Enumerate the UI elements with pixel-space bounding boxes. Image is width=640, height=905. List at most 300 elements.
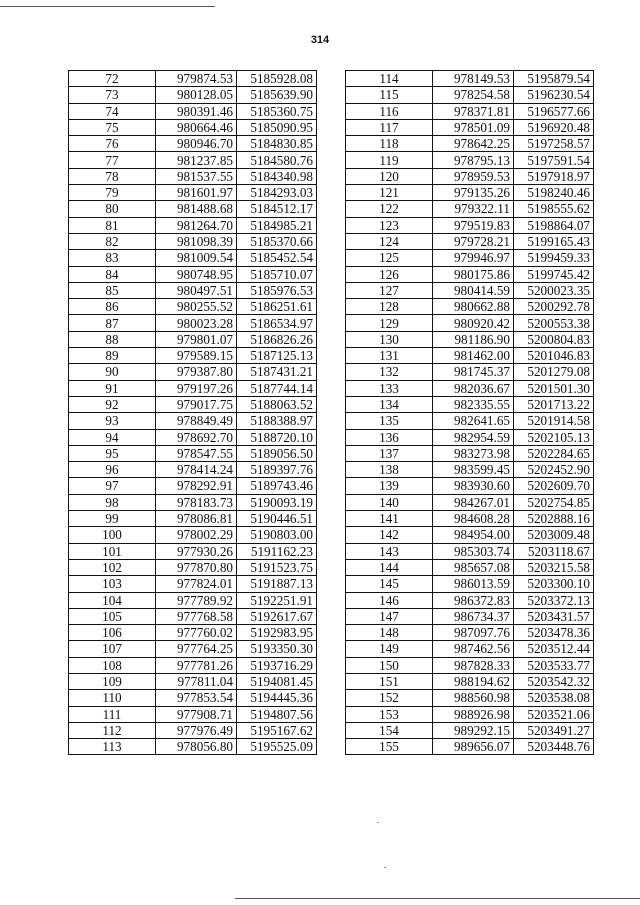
table-row [346, 348, 594, 364]
table-row [346, 233, 594, 249]
table-row [69, 87, 317, 103]
table-row [69, 71, 317, 87]
y-coordinate-cell: 5197591.54 [514, 152, 594, 168]
point-number-cell: 135 [346, 413, 433, 429]
point-number-cell: 120 [346, 168, 433, 184]
y-coordinate-cell: 5184512.17 [237, 201, 317, 217]
x-coordinate-cell: 977768.58 [156, 608, 237, 624]
point-number-cell: 141 [346, 511, 433, 527]
table-row [346, 559, 594, 575]
x-coordinate-cell: 978183.73 [156, 494, 237, 510]
y-coordinate-cell: 5200804.83 [514, 331, 594, 347]
x-coordinate-cell: 978254.58 [433, 87, 514, 103]
point-number-cell: 129 [346, 315, 433, 331]
x-coordinate-cell: 982641.65 [433, 413, 514, 429]
point-number-cell: 82 [69, 233, 156, 249]
x-coordinate-cell: 978292.91 [156, 478, 237, 494]
x-coordinate-cell: 986734.37 [433, 608, 514, 624]
point-number-cell: 134 [346, 396, 433, 412]
y-coordinate-cell: 5201713.22 [514, 396, 594, 412]
y-coordinate-cell: 5202888.16 [514, 511, 594, 527]
y-coordinate-cell: 5193350.30 [237, 641, 317, 657]
x-coordinate-cell: 978414.24 [156, 462, 237, 478]
x-coordinate-cell: 981745.37 [433, 364, 514, 380]
table-row [69, 299, 317, 315]
table-row [69, 185, 317, 201]
x-coordinate-cell: 984608.28 [433, 511, 514, 527]
y-coordinate-cell: 5203215.58 [514, 559, 594, 575]
x-coordinate-cell: 980946.70 [156, 136, 237, 152]
table-row [346, 185, 594, 201]
x-coordinate-cell: 983930.60 [433, 478, 514, 494]
y-coordinate-cell: 5192617.67 [237, 608, 317, 624]
x-coordinate-cell: 981601.97 [156, 185, 237, 201]
point-number-cell: 86 [69, 299, 156, 315]
y-coordinate-cell: 5203300.10 [514, 576, 594, 592]
y-coordinate-cell: 5191887.13 [237, 576, 317, 592]
point-number-cell: 110 [69, 690, 156, 706]
point-number-cell: 119 [346, 152, 433, 168]
point-number-cell: 154 [346, 722, 433, 738]
point-number-cell: 144 [346, 559, 433, 575]
point-number-cell: 91 [69, 380, 156, 396]
point-number-cell: 138 [346, 462, 433, 478]
y-coordinate-cell: 5185976.53 [237, 282, 317, 298]
y-coordinate-cell: 5196577.66 [514, 103, 594, 119]
table-row [69, 673, 317, 689]
table-row [69, 250, 317, 266]
table-row [346, 706, 594, 722]
y-coordinate-cell: 5201279.08 [514, 364, 594, 380]
point-number-cell: 127 [346, 282, 433, 298]
point-number-cell: 98 [69, 494, 156, 510]
table-row [69, 543, 317, 559]
point-number-cell: 140 [346, 494, 433, 510]
table-row [69, 576, 317, 592]
point-number-cell: 133 [346, 380, 433, 396]
table-row [69, 282, 317, 298]
point-number-cell: 90 [69, 364, 156, 380]
y-coordinate-cell: 5203542.32 [514, 673, 594, 689]
point-number-cell: 122 [346, 201, 433, 217]
x-coordinate-cell: 982036.67 [433, 380, 514, 396]
x-coordinate-cell: 985303.74 [433, 543, 514, 559]
x-coordinate-cell: 977976.49 [156, 722, 237, 738]
x-coordinate-cell: 978002.29 [156, 527, 237, 543]
y-coordinate-cell: 5184293.03 [237, 185, 317, 201]
table-row [346, 462, 594, 478]
y-coordinate-cell: 5185710.07 [237, 266, 317, 282]
point-number-cell: 105 [69, 608, 156, 624]
y-coordinate-cell: 5202105.13 [514, 429, 594, 445]
table-row [346, 625, 594, 641]
y-coordinate-cell: 5197258.57 [514, 136, 594, 152]
y-coordinate-cell: 5200553.38 [514, 315, 594, 331]
table-row [69, 364, 317, 380]
table-row [69, 217, 317, 233]
y-coordinate-cell: 5185452.54 [237, 250, 317, 266]
x-coordinate-cell: 980748.95 [156, 266, 237, 282]
point-number-cell: 147 [346, 608, 433, 624]
table-row [69, 136, 317, 152]
table-row [346, 299, 594, 315]
point-number-cell: 88 [69, 331, 156, 347]
table-row [346, 331, 594, 347]
point-number-cell: 117 [346, 119, 433, 135]
x-coordinate-cell: 987828.33 [433, 657, 514, 673]
y-coordinate-cell: 5190093.19 [237, 494, 317, 510]
point-number-cell: 77 [69, 152, 156, 168]
table-row [346, 722, 594, 738]
table-row [346, 380, 594, 396]
point-number-cell: 153 [346, 706, 433, 722]
point-number-cell: 100 [69, 527, 156, 543]
x-coordinate-cell: 989292.15 [433, 722, 514, 738]
table-row [69, 739, 317, 755]
y-coordinate-cell: 5203538.08 [514, 690, 594, 706]
y-coordinate-cell: 5203491.27 [514, 722, 594, 738]
point-number-cell: 95 [69, 445, 156, 461]
x-coordinate-cell: 988926.98 [433, 706, 514, 722]
x-coordinate-cell: 978795.13 [433, 152, 514, 168]
y-coordinate-cell: 5189743.46 [237, 478, 317, 494]
x-coordinate-cell: 979728.21 [433, 233, 514, 249]
point-number-cell: 103 [69, 576, 156, 592]
table-row [346, 478, 594, 494]
x-coordinate-cell: 978642.25 [433, 136, 514, 152]
x-coordinate-cell: 981264.70 [156, 217, 237, 233]
y-coordinate-cell: 5188720.10 [237, 429, 317, 445]
y-coordinate-cell: 5196230.54 [514, 87, 594, 103]
point-number-cell: 128 [346, 299, 433, 315]
x-coordinate-cell: 977781.26 [156, 657, 237, 673]
table-row [69, 592, 317, 608]
table-row [346, 119, 594, 135]
point-number-cell: 126 [346, 266, 433, 282]
x-coordinate-cell: 981537.55 [156, 168, 237, 184]
x-coordinate-cell: 987462.56 [433, 641, 514, 657]
table-row [346, 282, 594, 298]
point-number-cell: 87 [69, 315, 156, 331]
point-number-cell: 137 [346, 445, 433, 461]
table-row [346, 201, 594, 217]
x-coordinate-cell: 979387.80 [156, 364, 237, 380]
table-row [69, 559, 317, 575]
y-coordinate-cell: 5188388.97 [237, 413, 317, 429]
x-coordinate-cell: 982954.59 [433, 429, 514, 445]
bottom-rule [235, 898, 640, 899]
point-number-cell: 102 [69, 559, 156, 575]
x-coordinate-cell: 978371.81 [433, 103, 514, 119]
y-coordinate-cell: 5194445.36 [237, 690, 317, 706]
table-row [69, 168, 317, 184]
x-coordinate-cell: 982335.55 [433, 396, 514, 412]
table-row [69, 641, 317, 657]
y-coordinate-cell: 5203431.57 [514, 608, 594, 624]
point-number-cell: 78 [69, 168, 156, 184]
y-coordinate-cell: 5196920.48 [514, 119, 594, 135]
table-row [69, 233, 317, 249]
y-coordinate-cell: 5195167.62 [237, 722, 317, 738]
point-number-cell: 113 [69, 739, 156, 755]
y-coordinate-cell: 5185928.08 [237, 71, 317, 87]
y-coordinate-cell: 5203521.06 [514, 706, 594, 722]
x-coordinate-cell: 980662.88 [433, 299, 514, 315]
table-row [346, 543, 594, 559]
x-coordinate-cell: 980414.59 [433, 282, 514, 298]
y-coordinate-cell: 5203009.48 [514, 527, 594, 543]
y-coordinate-cell: 5188063.52 [237, 396, 317, 412]
point-number-cell: 146 [346, 592, 433, 608]
y-coordinate-cell: 5203448.76 [514, 739, 594, 755]
point-number-cell: 76 [69, 136, 156, 152]
y-coordinate-cell: 5203512.44 [514, 641, 594, 657]
table-row [346, 511, 594, 527]
table-row [69, 413, 317, 429]
table-row [346, 87, 594, 103]
point-number-cell: 89 [69, 348, 156, 364]
point-number-cell: 118 [346, 136, 433, 152]
y-coordinate-cell: 5195525.09 [237, 739, 317, 755]
table-row [346, 152, 594, 168]
point-number-cell: 130 [346, 331, 433, 347]
x-coordinate-cell: 979946.97 [433, 250, 514, 266]
point-number-cell: 109 [69, 673, 156, 689]
point-number-cell: 124 [346, 233, 433, 249]
table-row [346, 103, 594, 119]
x-coordinate-cell: 983599.45 [433, 462, 514, 478]
y-coordinate-cell: 5184985.21 [237, 217, 317, 233]
y-coordinate-cell: 5200292.78 [514, 299, 594, 315]
y-coordinate-cell: 5190803.00 [237, 527, 317, 543]
y-coordinate-cell: 5202609.70 [514, 478, 594, 494]
y-coordinate-cell: 5198240.46 [514, 185, 594, 201]
table-row [69, 478, 317, 494]
y-coordinate-cell: 5187125.13 [237, 348, 317, 364]
x-coordinate-cell: 981462.00 [433, 348, 514, 364]
x-coordinate-cell: 980175.86 [433, 266, 514, 282]
x-coordinate-cell: 977811.04 [156, 673, 237, 689]
y-coordinate-cell: 5184580.76 [237, 152, 317, 168]
table-row [69, 690, 317, 706]
table-row [346, 396, 594, 412]
x-coordinate-cell: 980128.05 [156, 87, 237, 103]
y-coordinate-cell: 5197918.97 [514, 168, 594, 184]
point-number-cell: 132 [346, 364, 433, 380]
x-coordinate-cell: 978959.53 [433, 168, 514, 184]
point-number-cell: 79 [69, 185, 156, 201]
y-coordinate-cell: 5194807.56 [237, 706, 317, 722]
point-number-cell: 121 [346, 185, 433, 201]
point-number-cell: 107 [69, 641, 156, 657]
point-number-cell: 148 [346, 625, 433, 641]
y-coordinate-cell: 5199745.42 [514, 266, 594, 282]
table-row [346, 576, 594, 592]
x-coordinate-cell: 984954.00 [433, 527, 514, 543]
x-coordinate-cell: 977824.01 [156, 576, 237, 592]
x-coordinate-cell: 979519.83 [433, 217, 514, 233]
x-coordinate-cell: 981009.54 [156, 250, 237, 266]
x-coordinate-cell: 986372.83 [433, 592, 514, 608]
table-row [346, 136, 594, 152]
table-row [69, 380, 317, 396]
y-coordinate-cell: 5185090.95 [237, 119, 317, 135]
y-coordinate-cell: 5203118.67 [514, 543, 594, 559]
table-row [69, 396, 317, 412]
x-coordinate-cell: 985657.08 [433, 559, 514, 575]
table-row [346, 592, 594, 608]
y-coordinate-cell: 5186534.97 [237, 315, 317, 331]
y-coordinate-cell: 5185639.90 [237, 87, 317, 103]
scan-speck [377, 822, 379, 823]
point-number-cell: 104 [69, 592, 156, 608]
point-number-cell: 123 [346, 217, 433, 233]
point-number-cell: 92 [69, 396, 156, 412]
x-coordinate-cell: 979322.11 [433, 201, 514, 217]
table-row [346, 657, 594, 673]
point-number-cell: 142 [346, 527, 433, 543]
y-coordinate-cell: 5201914.58 [514, 413, 594, 429]
x-coordinate-cell: 981237.85 [156, 152, 237, 168]
table-row [346, 364, 594, 380]
y-coordinate-cell: 5202452.90 [514, 462, 594, 478]
y-coordinate-cell: 5193716.29 [237, 657, 317, 673]
x-coordinate-cell: 978056.80 [156, 739, 237, 755]
point-number-cell: 73 [69, 87, 156, 103]
y-coordinate-cell: 5191523.75 [237, 559, 317, 575]
table-row [346, 250, 594, 266]
scan-speck [384, 867, 386, 868]
y-coordinate-cell: 5189397.76 [237, 462, 317, 478]
x-coordinate-cell: 980664.46 [156, 119, 237, 135]
table-row [346, 266, 594, 282]
table-row [346, 673, 594, 689]
y-coordinate-cell: 5202754.85 [514, 494, 594, 510]
point-number-cell: 112 [69, 722, 156, 738]
point-number-cell: 81 [69, 217, 156, 233]
point-number-cell: 97 [69, 478, 156, 494]
x-coordinate-cell: 977760.02 [156, 625, 237, 641]
table-row [69, 348, 317, 364]
table-row [346, 739, 594, 755]
table-row [69, 445, 317, 461]
point-number-cell: 125 [346, 250, 433, 266]
table-row [69, 527, 317, 543]
x-coordinate-cell: 978149.53 [433, 71, 514, 87]
x-coordinate-cell: 978086.81 [156, 511, 237, 527]
table-row [69, 266, 317, 282]
point-number-cell: 85 [69, 282, 156, 298]
y-coordinate-cell: 5189056.50 [237, 445, 317, 461]
x-coordinate-cell: 983273.98 [433, 445, 514, 461]
point-number-cell: 115 [346, 87, 433, 103]
point-number-cell: 155 [346, 739, 433, 755]
x-coordinate-cell: 980497.51 [156, 282, 237, 298]
point-number-cell: 80 [69, 201, 156, 217]
point-number-cell: 94 [69, 429, 156, 445]
x-coordinate-cell: 978849.49 [156, 413, 237, 429]
table-row [346, 429, 594, 445]
x-coordinate-cell: 979589.15 [156, 348, 237, 364]
table-row [346, 445, 594, 461]
point-number-cell: 136 [346, 429, 433, 445]
x-coordinate-cell: 986013.59 [433, 576, 514, 592]
table-row [69, 462, 317, 478]
y-coordinate-cell: 5203478.36 [514, 625, 594, 641]
x-coordinate-cell: 979197.26 [156, 380, 237, 396]
point-number-cell: 114 [346, 71, 433, 87]
point-number-cell: 116 [346, 103, 433, 119]
y-coordinate-cell: 5198864.07 [514, 217, 594, 233]
y-coordinate-cell: 5199459.33 [514, 250, 594, 266]
x-coordinate-cell: 979017.75 [156, 396, 237, 412]
point-number-cell: 139 [346, 478, 433, 494]
x-coordinate-cell: 979135.26 [433, 185, 514, 201]
point-number-cell: 150 [346, 657, 433, 673]
top-rule [0, 6, 215, 7]
table-row [346, 494, 594, 510]
table-row [346, 217, 594, 233]
point-number-cell: 83 [69, 250, 156, 266]
x-coordinate-cell: 979801.07 [156, 331, 237, 347]
page-number: 314 [310, 34, 330, 46]
x-coordinate-cell: 978692.70 [156, 429, 237, 445]
table-row [69, 315, 317, 331]
table-row [346, 641, 594, 657]
point-number-cell: 152 [346, 690, 433, 706]
point-number-cell: 101 [69, 543, 156, 559]
x-coordinate-cell: 981098.39 [156, 233, 237, 249]
x-coordinate-cell: 988560.98 [433, 690, 514, 706]
table-row [346, 608, 594, 624]
y-coordinate-cell: 5186826.26 [237, 331, 317, 347]
point-number-cell: 75 [69, 119, 156, 135]
x-coordinate-cell: 977930.26 [156, 543, 237, 559]
point-number-cell: 99 [69, 511, 156, 527]
point-number-cell: 84 [69, 266, 156, 282]
y-coordinate-cell: 5202284.65 [514, 445, 594, 461]
y-coordinate-cell: 5192251.91 [237, 592, 317, 608]
y-coordinate-cell: 5187431.21 [237, 364, 317, 380]
x-coordinate-cell: 978547.55 [156, 445, 237, 461]
x-coordinate-cell: 980920.42 [433, 315, 514, 331]
table-row [69, 103, 317, 119]
table-row [69, 201, 317, 217]
x-coordinate-cell: 980023.28 [156, 315, 237, 331]
table-row [69, 657, 317, 673]
table-row [69, 511, 317, 527]
point-number-cell: 143 [346, 543, 433, 559]
table-row [69, 625, 317, 641]
y-coordinate-cell: 5201501.30 [514, 380, 594, 396]
y-coordinate-cell: 5200023.35 [514, 282, 594, 298]
x-coordinate-cell: 984267.01 [433, 494, 514, 510]
table-row [346, 315, 594, 331]
y-coordinate-cell: 5184830.85 [237, 136, 317, 152]
point-number-cell: 93 [69, 413, 156, 429]
y-coordinate-cell: 5194081.45 [237, 673, 317, 689]
y-coordinate-cell: 5203372.13 [514, 592, 594, 608]
x-coordinate-cell: 978501.09 [433, 119, 514, 135]
table-row [346, 71, 594, 87]
y-coordinate-cell: 5203533.77 [514, 657, 594, 673]
y-coordinate-cell: 5185370.66 [237, 233, 317, 249]
x-coordinate-cell: 980255.52 [156, 299, 237, 315]
y-coordinate-cell: 5187744.14 [237, 380, 317, 396]
table-row [346, 527, 594, 543]
y-coordinate-cell: 5192983.95 [237, 625, 317, 641]
x-coordinate-cell: 977870.80 [156, 559, 237, 575]
